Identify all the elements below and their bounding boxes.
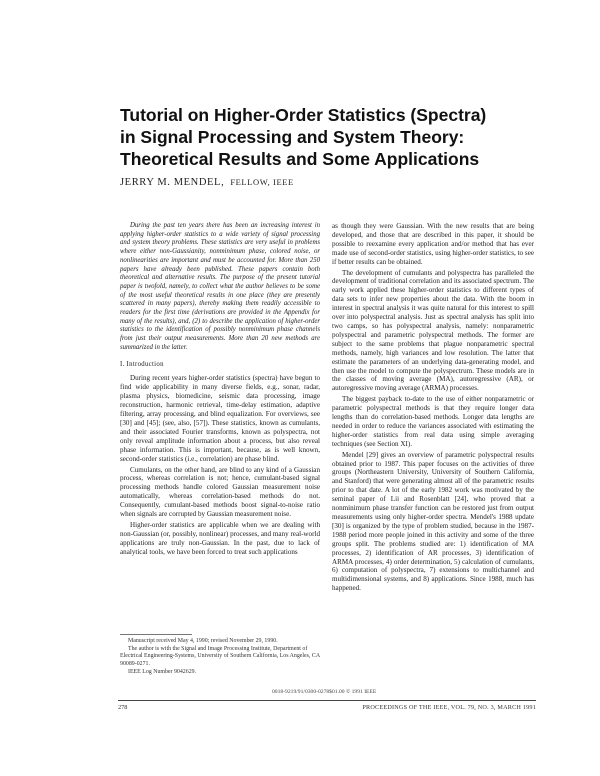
title-line-1: Tutorial on Higher-Order Statistics (Spectra) <box>120 105 487 125</box>
author-line <box>120 177 294 188</box>
right-column <box>332 222 534 595</box>
body-paragraph: as though they were Gaussian. With the new results that are being developed, and those that are described in this paper, it should be possible to reexamine every application and/or method that has ever made use of second-order statistics, using higher-order statistics, to see if better results can be obtained. <box>332 222 534 266</box>
footnote-log-number: IEEE Log Number 9042629. <box>128 668 197 675</box>
body-paragraph: Higher-order statistics are applicable when we are dealing with non-Gaussian (or, possibly, nonlinear) processes, and many real-world applications are truly non-Gaussian. In the past, due to lack of analytical tools, we have been forced to treat such applications <box>120 520 320 556</box>
issn-line: 0018-9219/91/0300-0278$01.00 © 1991 IEEE <box>272 689 377 695</box>
footnote-affiliation: The author is with the Signal and Image Processing Institute, Department of Electrical Engineering-Systems, University of Southern California, Los Angeles, CA 90089-0271. <box>120 646 320 667</box>
footnotes <box>120 638 320 677</box>
paper-title <box>120 104 560 170</box>
author-role: FELLOW, IEEE <box>230 177 294 187</box>
abstract: During the past ten years there has been an increasing interest in applying higher-order statistics to a wide variety of signal processing and system theory problems. These statistics are very useful in problems where either non-Gaussianity, nonminimum phase, colored noise, or nonlinearities are important and must be accounted for. More than 250 papers have already been published. These papers contain both theoretical and alternative results. The purpose of the present tutorial paper is twofold, namely, to collect what the author believes to be some of the most useful theoretical results in one place (they are presently scattered in many papers), thereby making them readily accessible to readers for the first time (derivations are provided in the Appendix for many of the results), and, (2) to describe the application of higher-order statistics to the identification of possibly nonminimum phase channels from just their output measurements. More than 20 new methods are summarized in the latter. <box>120 222 320 351</box>
footnote-received: Manuscript received May 4, 1990; revised November 29, 1990. <box>128 638 278 644</box>
title-line-2: in Signal Processing and System Theory: <box>120 127 465 147</box>
body-paragraph: Mendel [29] gives an overview of parametric polyspectral results obtained prior to 1987. This paper focuses on the activities of three groups (Northeastern University, University of Southern California, and Stanford) that were generating almost all of the parametric results prior to that date. A lot of the early 1982 work was motivated by the seminal paper of Lii and Rosenblatt [24], who proved that a nonminimum phase transfer function can be restored just from output measurements using only higher-order spectra. Mendel's 1988 update [30] is organized by the type of problem studied, because in the 1987-1988 period more people joined in this activity and some of the three groups split. The problems studied are: 1) identification of MA processes, 2) identification of AR processes, 3) identification of ARMA processes, 4) order determination, 5) calculation of cumulants, 6) computation of polyspectra, 7) extensions to multichannel and multidimensional systems, and 8) applications. Since 1988, much has happened. <box>332 450 534 593</box>
body-paragraph: The development of cumulants and polyspectra has paralleled the development of traditional correlation and its associated spectrum. The early work applied these higher-order statistics to different types of data sets to infer new properties about the data. With the boom in interest in spectral analysis it was quite natural for this interest to spill over into polyspectral analysis. Just as spectral analysis has split into two camps, so has polyspectral analysis, namely: nonparametric polyspectral and parametric polyspectral methods. The former are subject to the same problems that plague nonparametric spectral methods, namely, high variances and low resolution. The latter that estimate the parameters of an underlying data-generating model, and then use the model to compute the polyspectrum. These models are in the classes of moving average (MA), autoregressive (AR), or autoregressive moving average (ARMA) processes. <box>332 268 534 393</box>
title-line-3: Theoretical Results and Some Applications <box>120 149 480 169</box>
footnote-divider <box>120 634 192 635</box>
body-paragraph: During recent years higher-order statistics (spectra) have begun to find wide applicability in many diverse fields, e.g., sonar, radar, plasma physics, biomedicine, seismic data processing, image reconstruction, harmonic retrieval, time-delay estimation, adaptive filtering, array processing, and blind equalization. For overviews, see [30] and [45]; (see, also, [57]). These statistics, known as cumulants, and their associated Fourier transforms, known as polyspectra, not only reveal amplitude information about a process, but also reveal phase information. This is important, because, as is well known, second-order statistics (i.e., correlation) are phase blind. <box>120 374 320 463</box>
page-number: 278 <box>118 704 128 711</box>
body-paragraph: The biggest payback to-date to the use of either nonparametric or parametric polyspectral methods is that they require longer data lengths than do correlation-based methods. Longer data lengths are needed in order to reduce the variances associated with estimating the higher-order statistics from real data using simple averaging techniques (see Section XI). <box>332 395 534 448</box>
left-column <box>120 222 320 559</box>
author-name: JERRY M. MENDEL, <box>120 177 225 188</box>
body-paragraph: Cumulants, on the other hand, are blind to any kind of a Gaussian process, whereas correlation is not; hence, cumulant-based signal processing methods handle colored Gaussian measurement noise automatically, whereas correlation-based methods do not. Consequently, cumulant-based methods boost signal-to-noise ratio when signals are corrupted by Gaussian measurement noise. <box>120 465 320 519</box>
footer-divider <box>118 700 536 701</box>
section-heading-introduction: I. Introduction <box>120 360 164 368</box>
journal-footer: PROCEEDINGS OF THE IEEE, VOL. 79, NO. 3, MARCH 1991 <box>362 704 536 711</box>
